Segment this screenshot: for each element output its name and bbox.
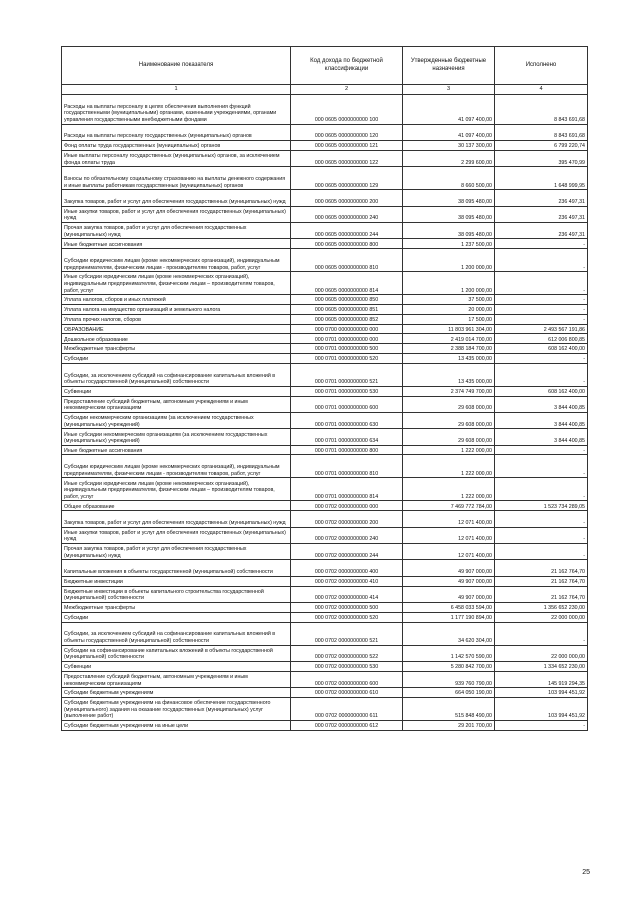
table-row: [62, 190, 588, 206]
indicator-name-cell: Уплата прочих налогов, сборов: [62, 314, 291, 324]
approved-amount-cell: 29 608 000,00: [403, 429, 495, 445]
indicator-name-cell: Иные выплаты персоналу государственных (муниципальных) органов, за исключением фонда оплаты труда: [62, 150, 291, 166]
indicator-name-cell: Субсидии, за исключением субсидий на софинансирование капитальных вложений в объекты государственной (муниципальной) собственности: [62, 363, 291, 386]
executed-amount-cell: 103 994 451,92: [495, 688, 588, 698]
approved-amount-cell: 30 137 300,00: [403, 140, 495, 150]
table-row: [62, 662, 588, 672]
executed-amount-cell: -: [495, 239, 588, 249]
table-row: [62, 344, 588, 354]
income-code-cell: 000 0701 0000000000 600: [291, 396, 403, 412]
approved-amount-cell: 1 222 000,00: [403, 455, 495, 478]
table-row: [62, 544, 588, 560]
executed-amount-cell: -: [495, 544, 588, 560]
indicator-name-cell: Субсидии юридическим лицам (кроме некоммерческих организаций), индивидуальным предпринимателям, физическим лицам - производителям товаров, работ, услуг: [62, 249, 291, 272]
table-row: [62, 445, 588, 455]
income-code-cell: 000 0701 0000000000 630: [291, 412, 403, 428]
approved-amount-cell: 1 222 000,00: [403, 478, 495, 501]
table-row: [62, 206, 588, 222]
income-code-cell: 000 0605 0000000000 852: [291, 314, 403, 324]
income-code-cell: 000 0701 0000000000 500: [291, 344, 403, 354]
indicator-name-cell: Субсидии бюджетным учреждениям: [62, 688, 291, 698]
executed-amount-cell: 236 497,31: [495, 206, 588, 222]
income-code-cell: 000 0702 0000000000 244: [291, 544, 403, 560]
table-row: [62, 386, 588, 396]
income-code-cell: 000 0701 0000000000 814: [291, 478, 403, 501]
income-code-cell: 000 0605 0000000000 800: [291, 239, 403, 249]
table-row: [62, 239, 588, 249]
table-row: [62, 412, 588, 428]
income-code-cell: 000 0605 0000000000 240: [291, 206, 403, 222]
indicator-name-cell: Межбюджетные трансферты: [62, 603, 291, 613]
executed-amount-cell: 1 334 652 230,00: [495, 662, 588, 672]
table-row: [62, 527, 588, 543]
executed-amount-cell: 103 994 451,92: [495, 698, 588, 721]
executed-amount-cell: 22 000 000,00: [495, 645, 588, 661]
income-code-cell: 000 0701 0000000000 520: [291, 353, 403, 363]
indicator-name-cell: Расходы на выплаты персоналу государственных (муниципальных) органов: [62, 124, 291, 140]
executed-amount-cell: 608 162 400,00: [495, 386, 588, 396]
income-code-cell: 000 0700 0000000000 000: [291, 324, 403, 334]
income-code-cell: 000 0605 0000000000 120: [291, 124, 403, 140]
approved-amount-cell: 5 280 842 700,00: [403, 662, 495, 672]
table-row: [62, 363, 588, 386]
table-row: [62, 455, 588, 478]
table-row: [62, 124, 588, 140]
income-code-cell: 000 0605 0000000000 100: [291, 95, 403, 125]
approved-amount-cell: 664 050 190,00: [403, 688, 495, 698]
income-code-cell: 000 0701 0000000000 521: [291, 363, 403, 386]
executed-amount-cell: 612 006 800,85: [495, 334, 588, 344]
indicator-name-cell: Субсидии некоммерческим организациям (за исключением государственных (муниципальных) учреждений): [62, 412, 291, 428]
indicator-name-cell: Взносы по обязательному социальному страхованию на выплаты денежного содержания и иные выплаты работникам государственных (муниципальных) органов: [62, 167, 291, 190]
income-code-cell: 000 0605 0000000000 200: [291, 190, 403, 206]
table-row: [62, 334, 588, 344]
income-code-cell: 000 0605 0000000000 122: [291, 150, 403, 166]
approved-amount-cell: 1 142 570 590,00: [403, 645, 495, 661]
executed-amount-cell: 6 799 220,74: [495, 140, 588, 150]
table-row: [62, 721, 588, 731]
executed-amount-cell: 3 844 400,85: [495, 429, 588, 445]
table-row: [62, 698, 588, 721]
indicator-name-cell: Иные закупки товаров, работ и услуг для обеспечения государственных (муниципальных) нужд: [62, 206, 291, 222]
indicator-name-cell: Фонд оплаты труда государственных (муниципальных) органов: [62, 140, 291, 150]
executed-amount-cell: -: [495, 455, 588, 478]
indicator-name-cell: Бюджетные инвестиции: [62, 576, 291, 586]
executed-amount-cell: -: [495, 511, 588, 527]
indicator-name-cell: Иные бюджетные ассигнования: [62, 239, 291, 249]
approved-amount-cell: 2 419 014 700,00: [403, 334, 495, 344]
indicator-name-cell: Субсидии: [62, 353, 291, 363]
table-row: [62, 586, 588, 602]
approved-amount-cell: 41 097 400,00: [403, 124, 495, 140]
approved-amount-cell: 1 177 190 894,00: [403, 612, 495, 622]
table-row: [62, 396, 588, 412]
executed-amount-cell: 236 497,31: [495, 222, 588, 238]
report-sheet: [61, 46, 587, 731]
approved-amount-cell: 515 848 490,00: [403, 698, 495, 721]
indicator-name-cell: Иные бюджетные ассигнования: [62, 445, 291, 455]
approved-amount-cell: 49 907 000,00: [403, 576, 495, 586]
approved-amount-cell: 12 071 400,00: [403, 527, 495, 543]
executed-amount-cell: -: [495, 314, 588, 324]
table-row: [62, 429, 588, 445]
executed-amount-cell: -: [495, 527, 588, 543]
approved-amount-cell: 29 608 000,00: [403, 412, 495, 428]
approved-amount-cell: 37 500,00: [403, 295, 495, 305]
table-row: [62, 688, 588, 698]
table-row: [62, 324, 588, 334]
income-code-cell: 000 0605 0000000000 850: [291, 295, 403, 305]
indicator-name-cell: Закупка товаров, работ и услуг для обеспечения государственных (муниципальных) нужд: [62, 190, 291, 206]
approved-amount-cell: 38 095 480,00: [403, 222, 495, 238]
approved-amount-cell: 29 201 700,00: [403, 721, 495, 731]
table-row: [62, 95, 588, 125]
income-code-cell: 000 0701 0000000000 530: [291, 386, 403, 396]
approved-amount-cell: 1 237 500,00: [403, 239, 495, 249]
table-row: [62, 622, 588, 645]
indicator-name-cell: Субсидии: [62, 612, 291, 622]
income-code-cell: 000 0702 0000000000 610: [291, 688, 403, 698]
table-row: [62, 560, 588, 576]
income-code-cell: 000 0605 0000000000 851: [291, 304, 403, 314]
table-body: [62, 95, 588, 731]
approved-amount-cell: 2 299 600,00: [403, 150, 495, 166]
approved-amount-cell: 29 608 000,00: [403, 396, 495, 412]
approved-amount-cell: 49 907 000,00: [403, 586, 495, 602]
income-code-cell: 000 0702 0000000000 611: [291, 698, 403, 721]
indicator-name-cell: Предоставление субсидий бюджетным, автономным учреждениям и иным некоммерческим организациям: [62, 671, 291, 687]
income-code-cell: 000 0605 0000000000 244: [291, 222, 403, 238]
table-row: [62, 167, 588, 190]
income-code-cell: 000 0605 0000000000 129: [291, 167, 403, 190]
executed-amount-cell: -: [495, 721, 588, 731]
executed-amount-cell: -: [495, 363, 588, 386]
header-approved: Утвержденные бюджетные назначения: [403, 47, 495, 85]
executed-amount-cell: 395 470,99: [495, 150, 588, 166]
income-code-cell: 000 0701 0000000000 810: [291, 455, 403, 478]
indicator-name-cell: Субсидии на софинансирование капитальных вложений в объекты государственной (муниципальной) собственности: [62, 645, 291, 661]
indicator-name-cell: Субвенции: [62, 662, 291, 672]
approved-amount-cell: 38 095 480,00: [403, 190, 495, 206]
header-col-number: 1: [62, 85, 291, 95]
table-row: [62, 304, 588, 314]
table-row: [62, 353, 588, 363]
income-code-cell: 000 0702 0000000000 240: [291, 527, 403, 543]
approved-amount-cell: 6 458 033 594,00: [403, 603, 495, 613]
executed-amount-cell: -: [495, 622, 588, 645]
executed-amount-cell: 21 162 764,70: [495, 586, 588, 602]
indicator-name-cell: Субвенции: [62, 386, 291, 396]
approved-amount-cell: 20 000,00: [403, 304, 495, 314]
table-row: [62, 150, 588, 166]
income-code-cell: 000 0701 0000000000 000: [291, 334, 403, 344]
approved-amount-cell: 1 200 000,00: [403, 272, 495, 295]
indicator-name-cell: Предоставление субсидий бюджетным, автономным учреждениям и иным некоммерческим организациям: [62, 396, 291, 412]
income-code-cell: 000 0702 0000000000 521: [291, 622, 403, 645]
approved-amount-cell: 939 760 790,00: [403, 671, 495, 687]
indicator-name-cell: Иные субсидии юридическим лицам (кроме некоммерческих организаций), индивидуальным предпринимателям, физическим лицам – производителям товаров, работ, услуг: [62, 272, 291, 295]
approved-amount-cell: 2 374 749 700,00: [403, 386, 495, 396]
table-row: [62, 272, 588, 295]
approved-amount-cell: 49 907 000,00: [403, 560, 495, 576]
income-code-cell: 000 0702 0000000000 520: [291, 612, 403, 622]
table-row: [62, 314, 588, 324]
indicator-name-cell: Общее образование: [62, 501, 291, 511]
executed-amount-cell: -: [495, 353, 588, 363]
budget-execution-table: [61, 46, 588, 731]
approved-amount-cell: 12 071 400,00: [403, 544, 495, 560]
approved-amount-cell: 34 620 304,00: [403, 622, 495, 645]
header-executed: Исполнено: [495, 47, 588, 85]
executed-amount-cell: 608 162 400,00: [495, 344, 588, 354]
executed-amount-cell: 236 497,31: [495, 190, 588, 206]
executed-amount-cell: -: [495, 272, 588, 295]
indicator-name-cell: Капитальные вложения в объекты государственной (муниципальной) собственности: [62, 560, 291, 576]
executed-amount-cell: -: [495, 304, 588, 314]
executed-amount-cell: -: [495, 295, 588, 305]
income-code-cell: 000 0702 0000000000 522: [291, 645, 403, 661]
approved-amount-cell: 41 097 400,00: [403, 95, 495, 125]
header-income-code: Код дохода по бюджетной классификации: [291, 47, 403, 85]
executed-amount-cell: 145 919 294,35: [495, 671, 588, 687]
approved-amount-cell: 12 071 400,00: [403, 511, 495, 527]
income-code-cell: 000 0701 0000000000 634: [291, 429, 403, 445]
approved-amount-cell: 13 435 000,00: [403, 353, 495, 363]
table-row: [62, 603, 588, 613]
income-code-cell: 000 0702 0000000000 410: [291, 576, 403, 586]
executed-amount-cell: 21 162 764,70: [495, 560, 588, 576]
executed-amount-cell: 22 000 000,00: [495, 612, 588, 622]
income-code-cell: 000 0702 0000000000 400: [291, 560, 403, 576]
indicator-name-cell: Иные закупки товаров, работ и услуг для обеспечения государственных (муниципальных) нужд: [62, 527, 291, 543]
approved-amount-cell: 1 200 000,00: [403, 249, 495, 272]
header-col-number: 4: [495, 85, 588, 95]
approved-amount-cell: 1 222 000,00: [403, 445, 495, 455]
indicator-name-cell: Бюджетные инвестиции в объекты капитального строительства государственной (муниципальной) собственности: [62, 586, 291, 602]
table-row: [62, 645, 588, 661]
approved-amount-cell: 2 388 184 700,00: [403, 344, 495, 354]
indicator-name-cell: Иные субсидии юридическим лицам (кроме некоммерческих организаций), индивидуальным предпринимателям, физическим лицам – производителям товаров, работ, услуг: [62, 478, 291, 501]
table-row: [62, 140, 588, 150]
page-number: 25: [582, 869, 590, 876]
executed-amount-cell: 8 843 691,68: [495, 124, 588, 140]
income-code-cell: 000 0605 0000000000 814: [291, 272, 403, 295]
indicator-name-cell: ОБРАЗОВАНИЕ: [62, 324, 291, 334]
table-row: [62, 511, 588, 527]
header-col-number: 3: [403, 85, 495, 95]
indicator-name-cell: Субсидии бюджетным учреждениям на иные цели: [62, 721, 291, 731]
executed-amount-cell: 3 844 400,85: [495, 412, 588, 428]
executed-amount-cell: 8 843 691,68: [495, 95, 588, 125]
income-code-cell: 000 0605 0000000000 121: [291, 140, 403, 150]
executed-amount-cell: 1 648 999,95: [495, 167, 588, 190]
indicator-name-cell: Субсидии бюджетным учреждениям на финансовое обеспечение государственного (муниципального) задания на оказание государственных (муниципальных) услуг (выполнение работ): [62, 698, 291, 721]
indicator-name-cell: Иные субсидии некоммерческим организациям (за исключением государственных (муниципальных) учреждений): [62, 429, 291, 445]
income-code-cell: 000 0702 0000000000 500: [291, 603, 403, 613]
header-col-number: 2: [291, 85, 403, 95]
table-row: [62, 576, 588, 586]
executed-amount-cell: 2 493 567 191,86: [495, 324, 588, 334]
table-row: [62, 222, 588, 238]
indicator-name-cell: Прочая закупка товаров, работ и услуг для обеспечения государственных (муниципальных) нужд: [62, 544, 291, 560]
executed-amount-cell: -: [495, 478, 588, 501]
income-code-cell: 000 0702 0000000000 000: [291, 501, 403, 511]
indicator-name-cell: Субсидии, за исключением субсидий на софинансирование капитальных вложений в объекты государственной (муниципальной) собственности: [62, 622, 291, 645]
income-code-cell: 000 0702 0000000000 530: [291, 662, 403, 672]
approved-amount-cell: 38 095 480,00: [403, 206, 495, 222]
executed-amount-cell: 21 162 764,70: [495, 576, 588, 586]
indicator-name-cell: Уплата налогов, сборов и иных платежей: [62, 295, 291, 305]
indicator-name-cell: Дошкольное образование: [62, 334, 291, 344]
indicator-name-cell: Прочая закупка товаров, работ и услуг для обеспечения государственных (муниципальных) нужд: [62, 222, 291, 238]
indicator-name-cell: Субсидии юридическим лицам (кроме некоммерческих организаций), индивидуальным предпринимателям, физическим лицам - производителям товаров, работ, услуг: [62, 455, 291, 478]
executed-amount-cell: -: [495, 249, 588, 272]
indicator-name-cell: Межбюджетные трансферты: [62, 344, 291, 354]
table-row: [62, 249, 588, 272]
income-code-cell: 000 0702 0000000000 200: [291, 511, 403, 527]
indicator-name-cell: Расходы на выплаты персоналу в целях обеспечения выполнения функций государственными (муниципальными) органами, казенными учреждениями, органами управления государственными внебюджетными фондами: [62, 95, 291, 125]
income-code-cell: 000 0605 0000000000 810: [291, 249, 403, 272]
executed-amount-cell: -: [495, 445, 588, 455]
approved-amount-cell: 13 435 000,00: [403, 363, 495, 386]
approved-amount-cell: 8 660 500,00: [403, 167, 495, 190]
income-code-cell: 000 0702 0000000000 600: [291, 671, 403, 687]
table-row: [62, 671, 588, 687]
table-row: [62, 478, 588, 501]
approved-amount-cell: 17 500,00: [403, 314, 495, 324]
executed-amount-cell: 3 844 400,85: [495, 396, 588, 412]
header-indicator-name: Наименование показателя: [62, 47, 291, 85]
table-row: [62, 612, 588, 622]
income-code-cell: 000 0702 0000000000 414: [291, 586, 403, 602]
indicator-name-cell: Закупка товаров, работ и услуг для обеспечения государственных (муниципальных) нужд: [62, 511, 291, 527]
table-row: [62, 295, 588, 305]
approved-amount-cell: 11 803 961 304,00: [403, 324, 495, 334]
income-code-cell: 000 0702 0000000000 612: [291, 721, 403, 731]
income-code-cell: 000 0701 0000000000 800: [291, 445, 403, 455]
indicator-name-cell: Уплата налога на имущество организаций и земельного налога: [62, 304, 291, 314]
executed-amount-cell: 1 356 652 230,00: [495, 603, 588, 613]
table-row: [62, 501, 588, 511]
executed-amount-cell: 1 523 734 289,05: [495, 501, 588, 511]
approved-amount-cell: 7 469 772 784,00: [403, 501, 495, 511]
